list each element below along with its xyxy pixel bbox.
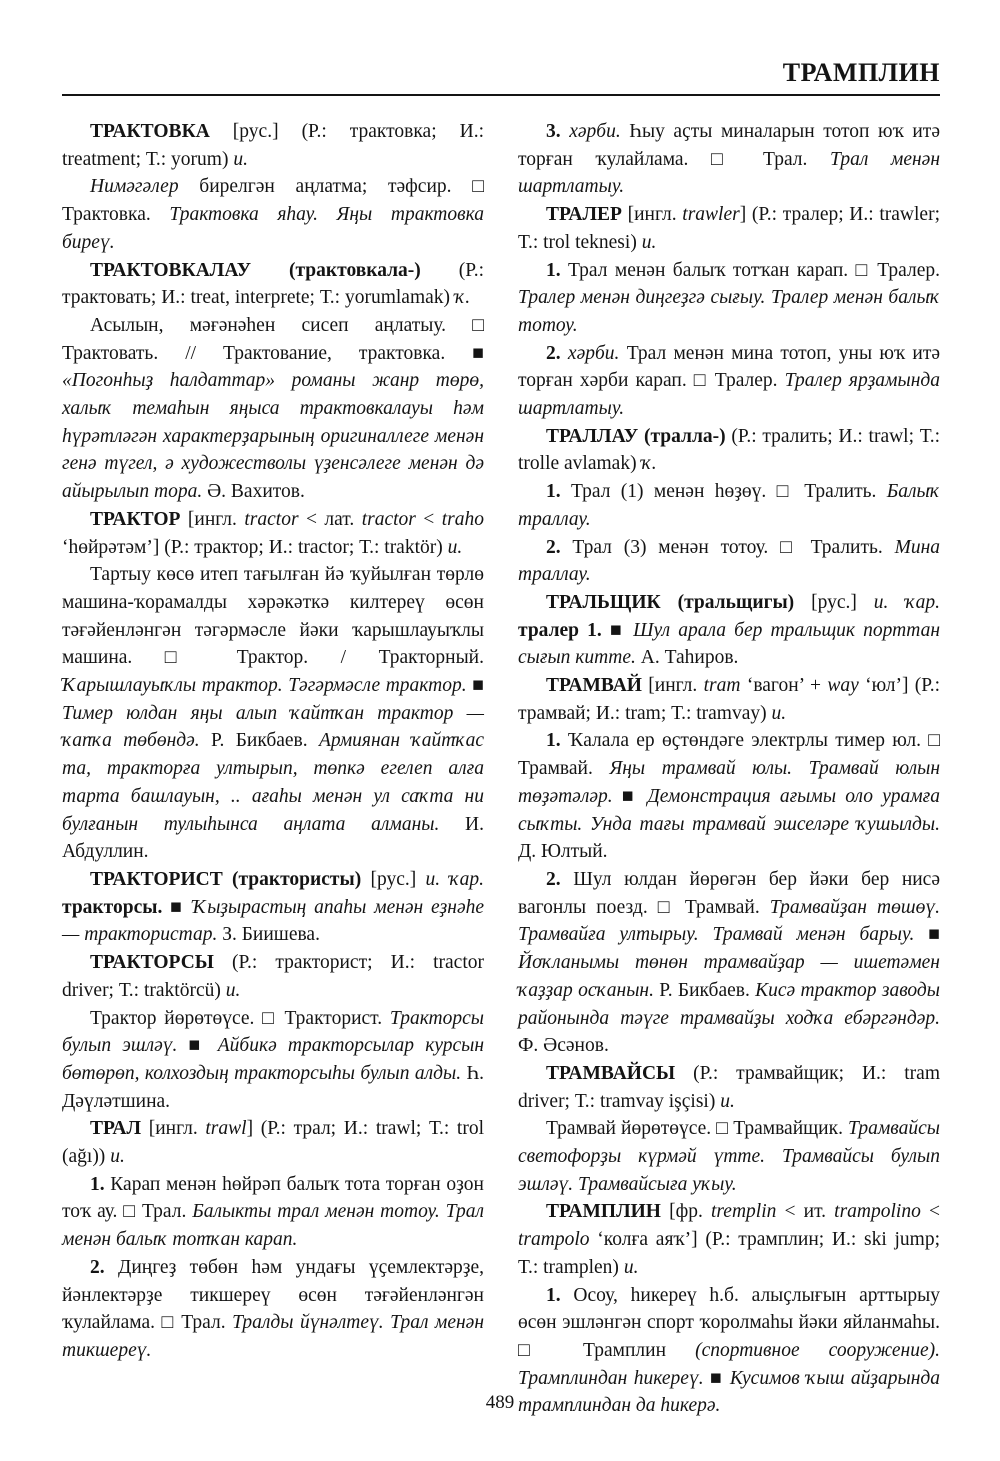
italic-text: хәрби. bbox=[569, 121, 621, 142]
italic-text: и. bbox=[225, 979, 241, 1001]
headword: ТРАЛ bbox=[90, 1118, 142, 1140]
bold-text: 2. bbox=[546, 868, 561, 890]
italic-text: Йоҡланымы төнөн трамвайҙар — ишетәмен ҡаҙҙар осҡанын. bbox=[518, 952, 940, 1001]
bold-text: 2. bbox=[546, 536, 561, 558]
header-rule bbox=[62, 94, 940, 96]
entry-sense bbox=[62, 173, 484, 256]
body-text: (Р.: тралить; И.: trawl; Т.: trolle avlamak) bbox=[518, 425, 940, 475]
body-text: ‘вагон’ + bbox=[740, 675, 828, 697]
entry-sense bbox=[518, 118, 940, 201]
italic-text: Кусимов ҡыш айҙарында трамплиндан да һикерә. bbox=[518, 1367, 940, 1417]
italic-text: Ҡыҙырастың апаһы менән еҙнәһе — трактористар. bbox=[62, 896, 485, 946]
body-text: Трактор йөрөтөүсе. □ Тракторист. bbox=[90, 1007, 390, 1029]
italic-text: Шул арала бер тральщик порттан сығып китте. bbox=[518, 619, 941, 669]
body-text: [рус.] (Р.: трактовка; И.: treatment; Т.: yorum) bbox=[62, 121, 484, 170]
body-text: Трал (3) менән тотоу. □ Тралить. bbox=[560, 536, 895, 558]
bold-text: 3. bbox=[546, 121, 561, 142]
dictionary-entry bbox=[518, 201, 940, 256]
entry-sense bbox=[518, 1115, 940, 1198]
italic-text: Нимәгәлер bbox=[90, 176, 179, 198]
italic-text: и. bbox=[110, 1146, 125, 1168]
left-column bbox=[62, 118, 484, 1365]
headword: ТРАЛЕР bbox=[546, 204, 622, 226]
body-text: Асылын, мәғәнәһен сисеп аңлатыу. □ Трактовать. // Трактование, трактовка. ■ bbox=[62, 314, 484, 364]
body-text: ] (Р.: тралер; И.: trawler; Т.: trol teknesi) bbox=[518, 204, 940, 253]
body-text: Р. Бикбаев. bbox=[199, 730, 320, 752]
italic-text: Тралер ярҙамында шартлатыу. bbox=[518, 370, 940, 420]
body-text: ‘колға аяҡ’] (Р.: трамплин; И.: ski jump; Т.: tramplen) bbox=[518, 1229, 940, 1278]
bold-text: 1. bbox=[546, 259, 561, 281]
body-text: З. Биишева. bbox=[217, 924, 320, 946]
italic-text: tram bbox=[703, 675, 741, 697]
italic-text: tremplin bbox=[711, 1201, 777, 1223]
body-text: ■ bbox=[466, 675, 484, 697]
italic-text: хәрби. bbox=[567, 342, 620, 364]
italic-text: trampolino bbox=[834, 1201, 921, 1223]
dictionary-entry bbox=[62, 506, 484, 561]
dictionary-entry bbox=[62, 949, 484, 1004]
dictionary-entry bbox=[518, 672, 940, 727]
entry-sense bbox=[518, 340, 940, 423]
italic-text: и. ҡар. bbox=[873, 591, 940, 613]
body-text: ‘һөйрәтәм’] (Р.: трактор; И.: tractor; Т.: traktör) bbox=[62, 536, 448, 558]
dictionary-entry bbox=[518, 589, 940, 672]
body-text: Ҡалала ер өҫтөндәге электрлы тимер юл. □ Трамвай. bbox=[518, 730, 940, 780]
italic-text: и. bbox=[641, 231, 657, 253]
body-text: Һ. Дәүләтшина. bbox=[62, 1062, 484, 1112]
bold-text: 1. bbox=[546, 730, 561, 752]
italic-text: (спортивное сооружение). Трамплиндан һикереү. bbox=[518, 1339, 940, 1389]
italic-text: Тралер менән диңгеҙгә сығыу. Тралер менән балыҡ тотоу. bbox=[518, 287, 940, 336]
body-text: Шул юлдан йөрөгән бер йәки бер нисә вагонлы поезд. □ Трамвай. bbox=[518, 868, 940, 918]
body-text: А. Таһиров. bbox=[635, 647, 739, 669]
italic-text: ҡ. bbox=[454, 287, 471, 309]
entry-sense bbox=[62, 561, 484, 866]
italic-text: trawl bbox=[205, 1118, 247, 1140]
headword: ТРАЛЛАУ (тралла-) bbox=[546, 425, 726, 447]
italic-text: Тракторсы булып эшләү. bbox=[62, 1007, 484, 1057]
italic-text: Трал менән шартлатыу. bbox=[518, 148, 941, 198]
italic-text: и. bbox=[720, 1090, 735, 1112]
dictionary-entry bbox=[518, 1060, 940, 1115]
italic-text: Демонстрация ағымы оло урамға сыҡты. Унда тағы трамвай эшселәре ҡушылды. bbox=[518, 785, 941, 835]
italic-text: traho bbox=[441, 508, 485, 530]
italic-text: ҡ. bbox=[641, 453, 657, 475]
italic-text: Мина траллау. bbox=[518, 536, 940, 586]
italic-text: и. bbox=[233, 148, 248, 170]
headword: ТРАМВАЙ bbox=[546, 675, 642, 697]
body-text: Трал (1) менән һөҙөү. □ Тралить. bbox=[560, 481, 887, 503]
bold-text: тракторсы. bbox=[62, 896, 163, 918]
italic-text: и. bbox=[623, 1256, 639, 1278]
dictionary-entry bbox=[518, 423, 940, 478]
italic-text: Ҡарышлауыҡлы трактор. Тәгәрмәсле трактор. bbox=[62, 675, 467, 697]
body-text: Трал менән балыҡ тотҡан карап. □ Тралер. bbox=[560, 259, 940, 281]
body-text: ] (Р.: трал; И.: trawl; Т.: trol (ağı)) bbox=[62, 1118, 484, 1168]
body-text: Карап менән һөйрәп балыҡ тота торған оҙон тоҡ ау. □ Трал. bbox=[62, 1173, 484, 1223]
entry-sense bbox=[518, 727, 940, 866]
body-text: Ә. Вахитов. bbox=[202, 481, 305, 503]
page-number: 489 bbox=[485, 1392, 515, 1413]
body-text: Трал менән мина тотоп, уны юҡ итә торған хәрби карап. □ Тралер. bbox=[518, 342, 941, 392]
headword: ТРАКТОР bbox=[90, 508, 181, 530]
italic-text: «Погонһыҙ һалдаттар» романы жанр төрө, халыҡ темаһын яңыса трактовкалауы һәм һүрәтләгән характерҙарының оригиналлеге менән генә түгел, ә художестволы үҙенсәлеге менән дә айырылып тора. bbox=[62, 370, 484, 503]
italic-text: tractor bbox=[361, 508, 416, 530]
headword: ТРАКТОРСЫ bbox=[90, 952, 214, 974]
body-text: ■ bbox=[703, 1367, 730, 1389]
headword: ТРАКТОВКАЛАУ (трактовкала-) bbox=[90, 259, 421, 281]
bold-text: тралер 1. bbox=[518, 619, 602, 641]
body-text: Трамвай йөрөтөүсе. □ Трамвайщик. bbox=[546, 1118, 848, 1140]
italic-text: Тимер юлдан яңы алып ҡайтҡан трактор — ҡапҡа төбөндә. bbox=[62, 702, 484, 752]
italic-text: Айбикә тракторсылар курсын бөтөрөп, колхоздың тракторсыһы булып алды. bbox=[62, 1035, 484, 1084]
body-text: [ингл. bbox=[180, 508, 245, 530]
body-text bbox=[561, 343, 568, 364]
entry-sense bbox=[518, 534, 940, 589]
body-text: [рус.] bbox=[361, 868, 426, 890]
italic-text: Балыҡ траллау. bbox=[518, 481, 940, 530]
body-text: бирелгән аңлатма; тәфсир. □ Трактовка. bbox=[62, 176, 484, 226]
body-text: Һыу аҫты миналарын тотоп юҡ итә торған ҡулайлама. □ Трал. bbox=[518, 121, 940, 170]
italic-text: и. bbox=[447, 536, 463, 558]
italic-text: Тралды йүнәлтеү. Трал менән тикшереү. bbox=[62, 1312, 484, 1361]
body-text: Р. Бикбаев. bbox=[653, 979, 756, 1001]
entry-sense bbox=[62, 1254, 484, 1365]
dictionary-entry bbox=[62, 866, 484, 949]
dictionary-entry bbox=[518, 1198, 940, 1281]
headword: ТРАМВАЙСЫ bbox=[546, 1062, 676, 1084]
italic-text: way bbox=[827, 675, 859, 697]
italic-text: Трактовка яһау. Яңы трактовка биреү. bbox=[62, 204, 484, 253]
right-column bbox=[518, 118, 940, 1420]
body-text: [ингл. bbox=[141, 1118, 206, 1140]
bold-text: 2. bbox=[546, 342, 561, 364]
body-text: ‘юл’] (Р.: трамвай; И.: tram; Т.: tramvay) bbox=[518, 675, 941, 724]
body-text: [фр. bbox=[660, 1201, 711, 1223]
headword: ТРАЛЬЩИК (тральщигы) bbox=[546, 591, 795, 613]
entry-sense bbox=[518, 478, 940, 533]
italic-text: и. bbox=[771, 702, 787, 724]
italic-text: и. ҡар. bbox=[425, 868, 484, 890]
entry-sense bbox=[518, 257, 940, 340]
body-text: < bbox=[920, 1201, 940, 1223]
entry-sense bbox=[62, 1171, 484, 1254]
italic-text: trampolo bbox=[518, 1229, 590, 1251]
entry-sense bbox=[518, 866, 940, 1060]
body-text: Д. Юлтый. bbox=[518, 841, 608, 863]
body-text: (Р.: трамвайщик; И.: tram driver; Т.: tramvay işçisi) bbox=[518, 1062, 940, 1112]
body-text: (Р.: трактовать; И.: treat, interprete; Т.: yorumlamak) bbox=[62, 259, 484, 309]
body-text: ■ bbox=[612, 785, 648, 807]
body-text: ■ bbox=[914, 924, 941, 946]
bold-text: 1. bbox=[546, 481, 561, 503]
body-text: И. Абдуллин. bbox=[62, 813, 484, 863]
body-text: [рус.] bbox=[794, 591, 874, 613]
entry-sense bbox=[62, 312, 484, 506]
bold-text: 1. bbox=[90, 1173, 105, 1195]
italic-text: Армиянан ҡайтҡас та, тракторға ултырып, төпкә егелеп алға тарта башлауын, .. ағаһы менән ул саҡта ни булғанын тулыһынса аңлата алманы. bbox=[62, 730, 484, 835]
italic-text: trawler bbox=[682, 204, 740, 226]
headword: ТРАКТОРИСТ (трактористы) bbox=[90, 868, 362, 890]
body-text: < ит. bbox=[776, 1201, 835, 1223]
italic-text: Балыкты трал менән тотоу. Трал менән балыҡ тотҡан карап. bbox=[62, 1201, 484, 1251]
body-text: ■ bbox=[162, 896, 193, 918]
dictionary-entry bbox=[62, 1115, 484, 1170]
body-text: Диңгеҙ төбөн һәм ундағы үҫемлектәрҙе, йәнлектәрҙе тикшереү өсөн тәғәйенләнгән ҡулайлама. □ Трал. bbox=[62, 1256, 484, 1334]
body-text: (Р.: тракторист; И.: tractor driver; Т.: traktörcü) bbox=[62, 952, 484, 1001]
body-text: Тартыу көсө итеп тағылған йә ҡуйылған төрлө машина-ҡорамалды хәрәкәткә килтереү өсөн тәғәйенләнгән тәгәрмәсле йәки ҡарышлауыҡлы машина. □ Трактор. / Тракторный. bbox=[62, 564, 484, 669]
dictionary-entry bbox=[62, 257, 484, 312]
body-text: ■ bbox=[601, 619, 634, 641]
body-text: ■ bbox=[177, 1035, 218, 1057]
bold-text: 1. bbox=[546, 1284, 561, 1306]
bold-text: 2. bbox=[90, 1256, 105, 1278]
body-text: < лат. bbox=[298, 508, 362, 530]
headword: ТРАКТОВКА bbox=[90, 121, 210, 142]
italic-text: Трамвайҙан төшөү. Трамвайға ултырыу. Трамвай менән барыу. bbox=[518, 896, 940, 946]
italic-text: Яңы трамвай юлы. Трамвай юлын төҙәтәләр. bbox=[518, 758, 940, 807]
body-text: [ингл. bbox=[641, 675, 704, 697]
body-text: Осоу, һикереү һ.б. алыҫлығын арттырыу өсөн эшләнгән спорт ҡоролмаһы йәки яйланмаһы. □ Трамплин bbox=[518, 1284, 940, 1361]
running-head: ТРАМПЛИН bbox=[782, 58, 940, 87]
italic-text: tractor bbox=[244, 508, 299, 530]
body-text: [ингл. bbox=[621, 204, 683, 226]
italic-text: Трамвайсы светофорҙы күрмәй үтте. Трамвайсы булып эшләү. Трамвайсыға уҡыу. bbox=[518, 1118, 940, 1195]
body-text bbox=[561, 121, 570, 142]
entry-sense bbox=[62, 1005, 484, 1116]
body-text: Ф. Әсәнов. bbox=[518, 1035, 609, 1057]
dictionary-entry bbox=[62, 118, 484, 173]
headword: ТРАМПЛИН bbox=[546, 1201, 661, 1223]
body-text: < bbox=[415, 508, 442, 530]
italic-text: Кисә трактор заводы районында тәүге трамвайҙы ходҡа ебәргәндәр. bbox=[518, 979, 941, 1029]
